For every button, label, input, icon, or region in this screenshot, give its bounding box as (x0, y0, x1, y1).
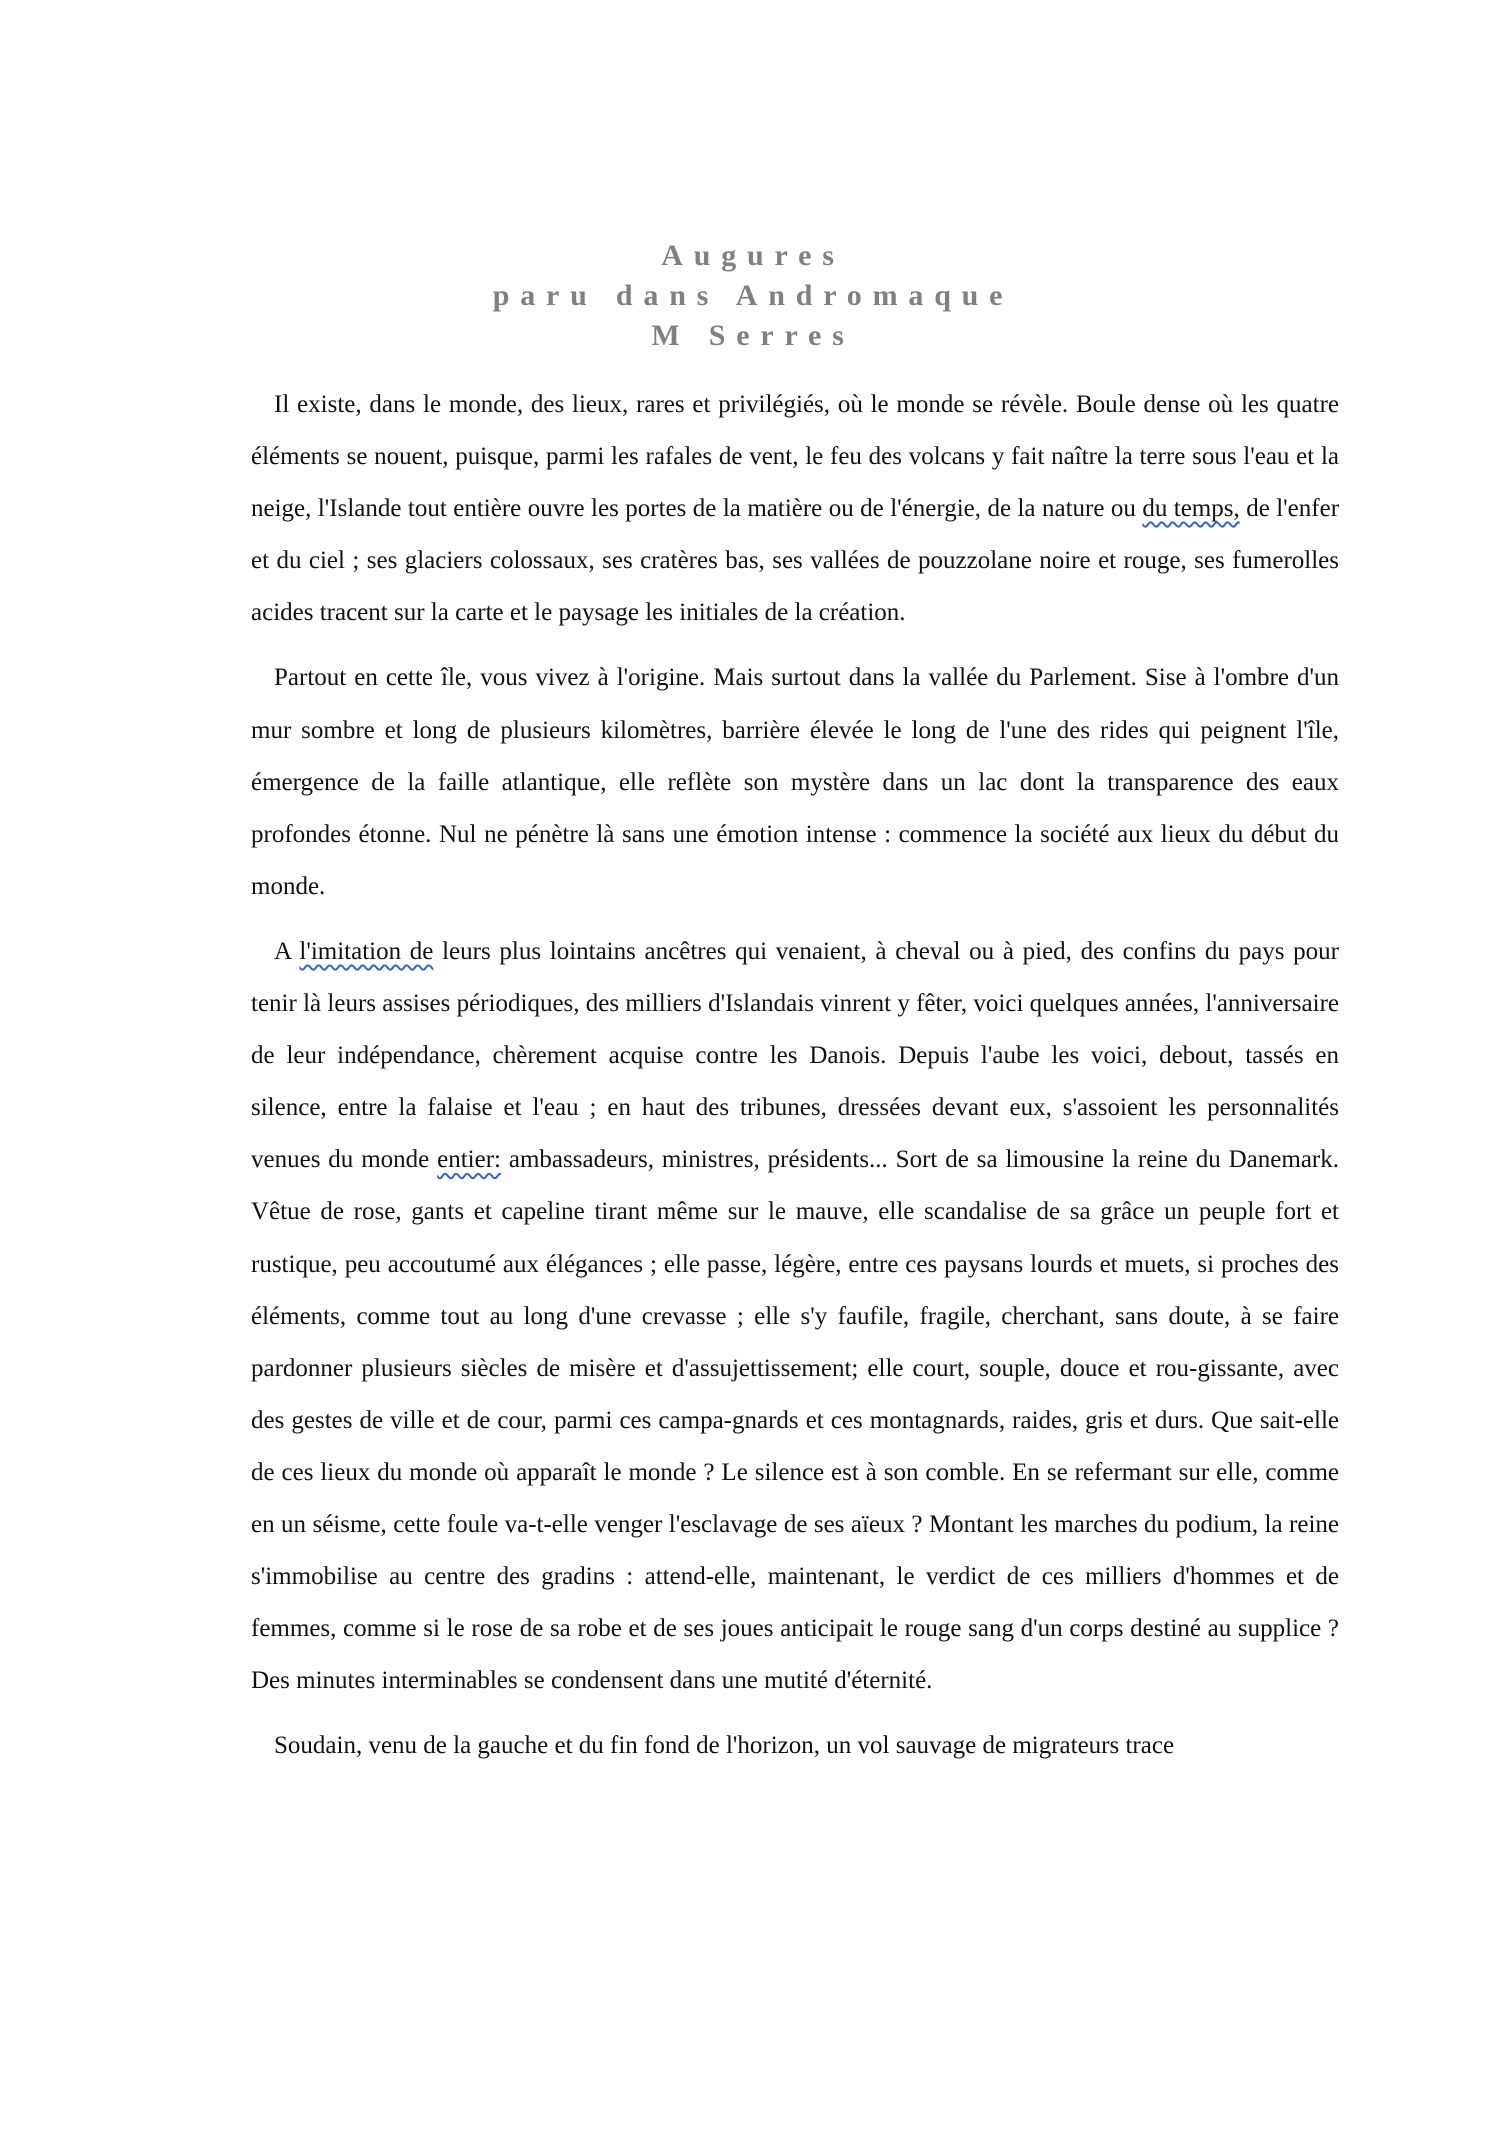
text-run: Soudain, venu de la gauche et du fin fond de l'horizon, un vol sauvage de migrateurs trace (274, 1732, 1175, 1760)
title-line: Augures (661, 239, 845, 272)
text-run: Il existe, dans le monde, des lieux, rares et privilégiés, où le monde se révèle. Boule dense où les quatre éléments se nouent, puisque, parmi les rafales de vent, le feu des volcans y fait naître la terre sous l'eau et la neige, l'Islande tout entière ouvre les portes de la matière ou de l'énergie, de la nature ou (251, 391, 1339, 523)
spelling-flagged-text[interactable]: entier: (437, 1146, 501, 1174)
title-line: paru dans Andromaque (492, 279, 1014, 312)
spelling-flagged-text[interactable]: l'imitation de (299, 937, 434, 965)
document-body (251, 379, 1339, 1785)
text-run: A (274, 937, 300, 965)
document-title (0, 236, 1506, 356)
title-line: M Serres (651, 319, 855, 352)
paragraph (251, 926, 1339, 1707)
text-run: de l'enfer et du ciel ; ses glaciers colossaux, ses cratères bas, ses vallées de pouzzolane noire et rouge, ses fumerolles acides tracent sur la carte et le paysage les initiales de la création. (251, 495, 1340, 627)
text-run: leurs plus lointains ancêtres qui venaient, à cheval ou à pied, des confins du pays pour tenir là leurs assises périodiques, des milliers d'Islandais vinrent y fêter, voici quelques années, l'anniversaire de leur indépendance, chèrement acquise contre les Danois. Depuis l'aube les voici, debout, tassés en silence, entre la falaise et l'eau ; en haut des tribunes, dressées devant eux, s'assoient les personnalités venues du monde (251, 937, 1339, 1174)
spelling-flagged-text[interactable]: du temps, (1142, 495, 1240, 523)
text-run: ambassadeurs, ministres, présidents... Sort de sa limousine la reine du Danemark. Vêtue de rose, gants et capeline tirant même sur le mauve, elle scandalise de sa grâce un peuple fort et rustique, peu accoutumé aux élégances ; elle passe, légère, entre ces paysans lourds et muets, si proches des éléments, comme tout au long d'une crevasse ; elle s'y faufile, fragile, cherchant, sans doute, à se faire pardonner plusieurs siècles de misère et d'assujettissement; elle court, souple, douce et rou-gissante, avec des gestes de ville et de cour, parmi ces campa-gnards et ces montagnards, raides, gris et durs. Que sait-elle de ces lieux du monde où apparaît le monde ? Le silence est à son comble. En se refermant sur elle, comme en un séisme, cette foule va-t-elle venger l'esclavage de ses aïeux ? Montant les marches du podium, la reine s'immobilise au centre des gradins : attend-elle, maintenant, le verdict de ces milliers d'hommes et de femmes, comme si le rose de sa robe et de ses joues anticipait le rouge sang d'un corps destiné au supplice ? Des minutes interminables se condensent dans une mutité d'éternité. (251, 1146, 1339, 1695)
paragraph (251, 652, 1339, 912)
paragraph (251, 379, 1339, 639)
text-run: Partout en cette île, vous vivez à l'origine. Mais surtout dans la vallée du Parlement. Sise à l'ombre d'un mur sombre et long de plusieurs kilomètres, barrière élevée le long de l'une des rides qui peignent l'île, émergence de la faille atlantique, elle reflète son mystère dans un lac dont la transparence des eaux profondes étonne. Nul ne pénètre là sans une émotion intense : commence la société aux lieux du début du monde. (251, 664, 1339, 900)
paragraph (251, 1720, 1339, 1772)
